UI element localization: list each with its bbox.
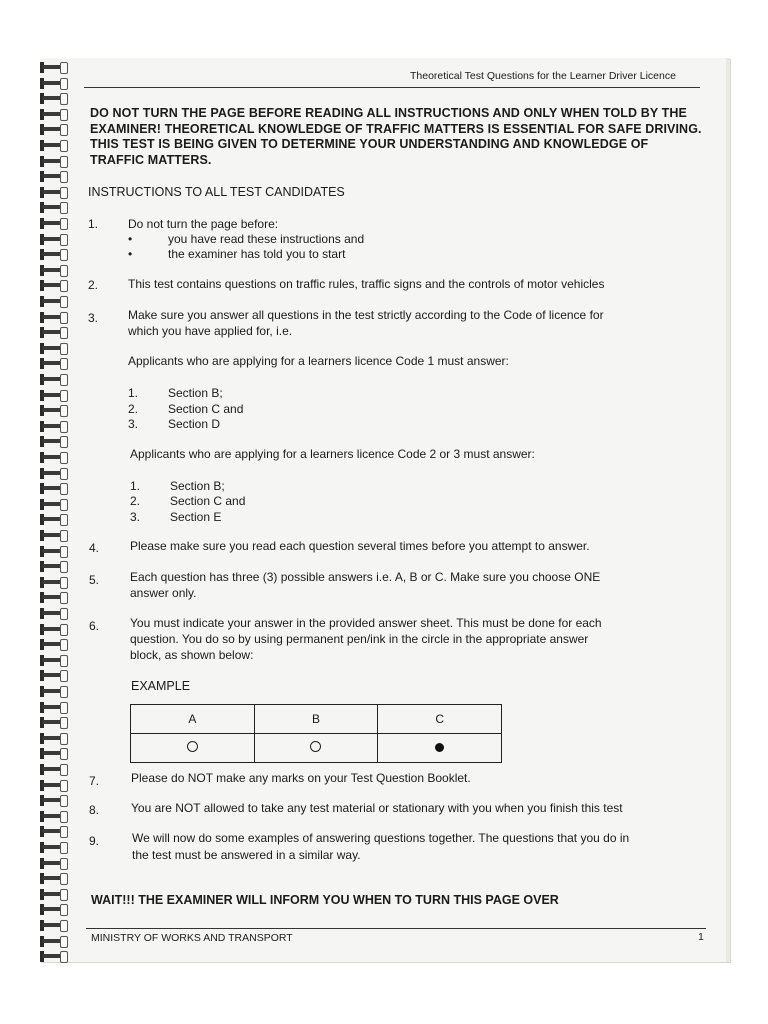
spiral-coil [40, 624, 70, 636]
section-item: Section D [168, 417, 221, 431]
spiral-coil [40, 639, 70, 651]
page-number: 1 [698, 931, 704, 943]
spiral-coil [40, 468, 70, 480]
spiral-coil [40, 124, 70, 136]
list-number: 3. [128, 417, 139, 431]
spiral-coil [40, 109, 70, 121]
item-text: We will now do some examples of answering questions together. The questions that you do in [132, 831, 630, 845]
spiral-coil [40, 202, 70, 214]
spiral-coil [40, 530, 70, 542]
footer-divider [86, 928, 706, 929]
spiral-coil [40, 156, 70, 168]
spiral-coil [40, 405, 70, 417]
bullet-text: you have read these instructions and [168, 232, 365, 246]
spiral-coil [40, 265, 70, 277]
item-text: You must indicate your answer in the provided answer sheet. This must be done for each [130, 616, 602, 630]
spiral-coil [40, 390, 70, 402]
spiral-coil [40, 374, 70, 386]
answer-cell-b [254, 734, 378, 763]
item-number: 2. [88, 278, 99, 292]
page-header-title: Theoretical Test Questions for the Learner Driver Licence [410, 70, 676, 82]
spiral-coil [40, 483, 70, 495]
item-number: 3. [88, 311, 99, 325]
column-b-header: B [254, 705, 378, 734]
code23-intro: Applicants who are applying for a learners licence Code 2 or 3 must answer: [130, 447, 535, 461]
spiral-coil [40, 842, 70, 854]
item-text: the test must be answered in a similar way. [132, 848, 361, 862]
section-item: Section C and [168, 402, 244, 416]
final-warning: WAIT!!! THE EXAMINER WILL INFORM YOU WHEN TO TURN THIS PAGE OVER [91, 893, 559, 907]
item-number: 4. [89, 541, 100, 555]
spiral-coil [40, 561, 70, 573]
list-number: 1. [130, 479, 141, 493]
spiral-coil [40, 296, 70, 308]
spiral-coil [40, 826, 70, 838]
answer-cell-c [378, 734, 502, 763]
spiral-coil [40, 686, 70, 698]
spiral-coil [40, 312, 70, 324]
item-number: 5. [89, 573, 100, 587]
spiral-coil [40, 327, 70, 339]
spiral-coil [40, 93, 70, 105]
spiral-coil [40, 421, 70, 433]
column-a-header: A [131, 705, 255, 734]
item-text: answer only. [130, 586, 197, 600]
code1-intro: Applicants who are applying for a learners licence Code 1 must answer: [128, 354, 509, 368]
warning-text: DO NOT TURN THE PAGE BEFORE READING ALL INSTRUCTIONS AND ONLY WHEN TOLD BY THE EXAMINER! THEORETICAL KNOWLEDGE OF TRAFFIC MATTERS IS ESSENTIAL FOR SAFE DRIVING. THIS TEST IS BEING GIVEN TO DETERMINE YOUR UNDERSTANDING AND KNOWLEDGE OF TRAFFIC MATTERS. [90, 106, 702, 167]
spiral-binding [40, 62, 72, 962]
spiral-coil [40, 577, 70, 589]
bullet-text: the examiner has told you to start [168, 247, 346, 261]
spiral-coil [40, 280, 70, 292]
spiral-coil [40, 358, 70, 370]
instructions-heading: INSTRUCTIONS TO ALL TEST CANDIDATES [88, 185, 345, 199]
list-number: 2. [128, 402, 139, 416]
list-number: 1. [128, 386, 139, 400]
spiral-coil [40, 608, 70, 620]
header-divider [84, 87, 700, 88]
spiral-coil [40, 187, 70, 199]
section-item: Section B; [170, 479, 225, 493]
answer-b-circle [310, 741, 321, 752]
item-text: which you have applied for, i.e. [128, 324, 293, 338]
example-label: EXAMPLE [131, 679, 191, 693]
item-text: Please make sure you read each question several times before you attempt to answer. [130, 539, 590, 553]
spiral-coil [40, 873, 70, 885]
section-item: Section E [170, 510, 222, 524]
spiral-coil [40, 951, 70, 963]
spiral-coil [40, 436, 70, 448]
item-number: 9. [89, 834, 100, 848]
answer-a-circle [187, 741, 198, 752]
spiral-coil [40, 140, 70, 152]
spiral-coil [40, 858, 70, 870]
footer-ministry: MINISTRY OF WORKS AND TRANSPORT [91, 932, 293, 944]
spiral-coil [40, 343, 70, 355]
item-text: question. You do so by using permanent pen/ink in the circle in the appropriate answer [130, 632, 589, 646]
spiral-coil [40, 889, 70, 901]
spiral-coil [40, 780, 70, 792]
spiral-coil [40, 655, 70, 667]
spiral-coil [40, 499, 70, 511]
spiral-coil [40, 249, 70, 261]
spiral-coil [40, 904, 70, 916]
table-answer-row [131, 734, 502, 763]
item-number: 6. [89, 619, 100, 633]
answer-cell-a [131, 734, 255, 763]
answer-c-circle [435, 743, 444, 752]
spiral-coil [40, 733, 70, 745]
spiral-coil [40, 795, 70, 807]
table-header-row [131, 705, 502, 734]
spiral-coil [40, 670, 70, 682]
spiral-coil [40, 920, 70, 932]
spiral-coil [40, 546, 70, 558]
spiral-coil [40, 218, 70, 230]
item-text: Make sure you answer all questions in the test strictly according to the Code of licence for [128, 308, 604, 322]
spiral-coil [40, 702, 70, 714]
item-text: block, as shown below: [130, 648, 254, 662]
section-item: Section B; [168, 386, 223, 400]
spiral-coil [40, 78, 70, 90]
column-c-header: C [378, 705, 502, 734]
item-text: Each question has three (3) possible answers i.e. A, B or C. Make sure you choose ONE [130, 570, 601, 584]
spiral-coil [40, 936, 70, 948]
spiral-coil [40, 811, 70, 823]
bullet-marker: • [128, 232, 133, 246]
spiral-coil [40, 234, 70, 246]
spiral-coil [40, 452, 70, 464]
bullet-marker: • [128, 247, 133, 261]
spiral-coil [40, 748, 70, 760]
item-text: Please do NOT make any marks on your Test Question Booklet. [131, 771, 471, 785]
example-answer-table [130, 704, 502, 763]
item-text: You are NOT allowed to take any test material or stationary with you when you finish this test [131, 801, 623, 815]
spiral-coil [40, 717, 70, 729]
list-number: 3. [130, 510, 141, 524]
spiral-coil [40, 171, 70, 183]
spiral-coil [40, 592, 70, 604]
section-item: Section C and [170, 494, 246, 508]
item-text: This test contains questions on traffic rules, traffic signs and the controls of motor vehicles [128, 277, 605, 291]
item-number: 8. [89, 803, 100, 817]
item-text: Do not turn the page before: [128, 217, 279, 231]
item-number: 7. [89, 774, 100, 788]
spiral-coil [40, 764, 70, 776]
item-number: 1. [88, 217, 99, 231]
spiral-coil [40, 514, 70, 526]
list-number: 2. [130, 494, 141, 508]
spiral-coil [40, 62, 70, 74]
